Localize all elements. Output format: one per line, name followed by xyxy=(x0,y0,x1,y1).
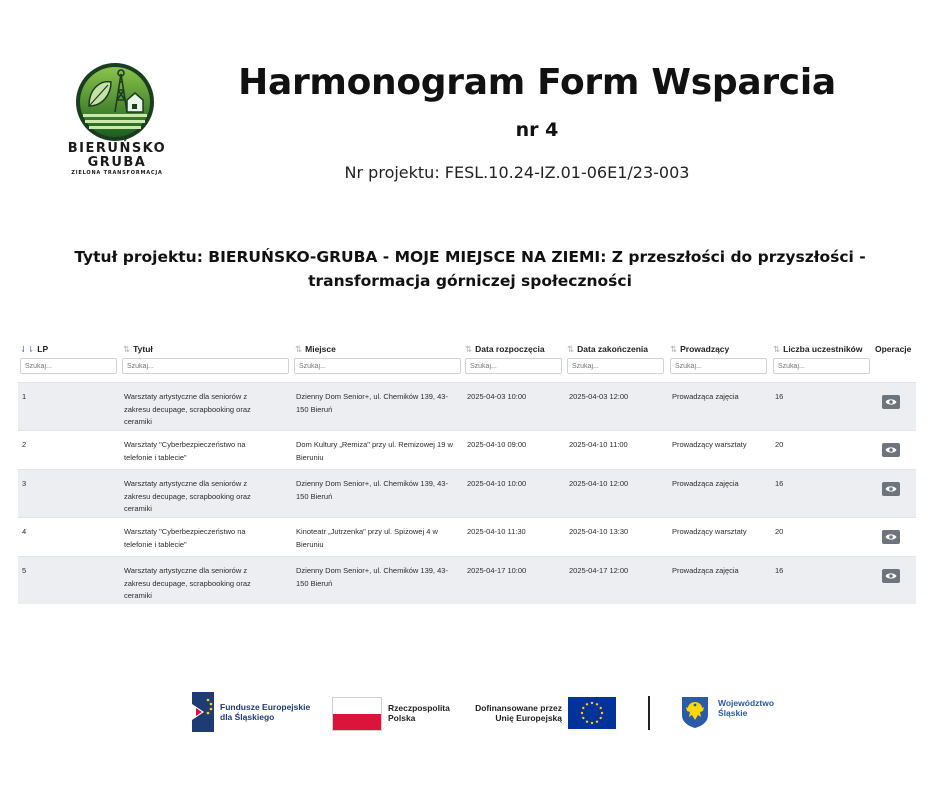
column-header-data-rozpoczecia[interactable]: ⇅ Data rozpoczęcia xyxy=(465,344,545,354)
column-header-tytul[interactable]: ⇅ Tytuł xyxy=(123,344,153,354)
cell-participants: 16 xyxy=(775,566,784,575)
column-header-data-zakonczenia[interactable]: ⇅ Data zakończenia xyxy=(567,344,648,354)
sort-icon[interactable]: ⇅ xyxy=(123,344,131,354)
sort-icon[interactable]: ⇅ xyxy=(773,344,781,354)
view-button[interactable] xyxy=(882,569,900,583)
dofinansowane-text: Dofinansowane przez Unię Europejską xyxy=(475,703,562,723)
cell-end: 2025-04-10 13:30 xyxy=(569,527,629,536)
column-header-miejsce[interactable]: ⇅ Miejsce xyxy=(295,344,336,354)
filter-miejsce-input[interactable] xyxy=(294,358,461,374)
page-title: Harmonogram Form Wsparcia xyxy=(238,62,836,103)
sort-icon[interactable]: ⇅ xyxy=(670,344,678,354)
project-title: Tytuł projektu: BIERUŃSKO-GRUBA - MOJE MIEJSCE NA ZIEMI: Z przeszłości do przyszłości - transformacja górniczej społeczności xyxy=(74,248,866,290)
filter-lp-input[interactable] xyxy=(20,358,117,374)
schedule-table xyxy=(18,340,916,604)
logo-emblem-icon xyxy=(75,62,155,142)
sort-icon[interactable]: ⇅ xyxy=(567,344,575,354)
eye-icon xyxy=(885,445,897,455)
table-row xyxy=(18,517,916,556)
cell-title: Warsztaty artystyczne dla seniorów z zakresu decupage, scrapbooking oraz ceramiki xyxy=(124,479,251,513)
cell-leader: Prowadząca zajęcia xyxy=(672,479,739,488)
column-header-operacje: Operacje xyxy=(875,344,912,354)
cell-start: 2025-04-03 10:00 xyxy=(467,392,527,401)
cell-title: Warsztaty "Cyberbezpieczeństwo na telefonie i tablecie" xyxy=(124,527,246,549)
cell-participants: 16 xyxy=(775,392,784,401)
bierunsko-gruba-logo xyxy=(62,62,172,180)
sort-icon[interactable]: ⇅ xyxy=(295,344,303,354)
table-row xyxy=(18,430,916,469)
eye-icon xyxy=(885,532,897,542)
cell-place: Dom Kultury „Remiza" przy ul. Remizowej 19 w Bieruniu xyxy=(296,440,453,462)
cell-end: 2025-04-03 12:00 xyxy=(569,392,629,401)
logo-text-line1: BIERUŃSKO xyxy=(67,141,167,156)
table-row xyxy=(18,382,916,430)
cell-end: 2025-04-10 12:00 xyxy=(569,479,629,488)
cell-lp: 3 xyxy=(22,479,27,488)
cell-title: Warsztaty artystyczne dla seniorów z zakresu decupage, scrapbooking oraz ceramiki xyxy=(124,392,251,426)
column-header-liczba-uczestnikow[interactable]: ⇅ Liczba uczestników xyxy=(773,344,863,354)
view-button[interactable] xyxy=(882,395,900,409)
cell-end: 2025-04-10 11:00 xyxy=(569,440,628,449)
wojewodztwo-slaskie-text: Województwo Śląskie xyxy=(718,698,775,718)
view-button[interactable] xyxy=(882,530,900,544)
cell-leader: Prowadząca zajęcia xyxy=(672,566,739,575)
logo-tagline: ZIELONA TRANSFORMACJA xyxy=(71,170,163,176)
eye-icon xyxy=(885,484,897,494)
cell-place: Dzienny Dom Senior+, ul. Chemików 139, 43-150 Bieruń xyxy=(296,566,448,588)
filter-prowadzacy-input[interactable] xyxy=(670,358,767,374)
cell-place: Dzienny Dom Senior+, ul. Chemików 139, 43-150 Bieruń xyxy=(296,392,448,414)
cell-leader: Prowadząca zajęcia xyxy=(672,392,739,401)
slaskie-crest-icon xyxy=(680,695,710,729)
cell-start: 2025-04-10 11:30 xyxy=(467,527,526,536)
cell-start: 2025-04-10 09:00 xyxy=(467,440,527,449)
rzeczpospolita-text: Rzeczpospolita Polska xyxy=(388,703,450,723)
cell-lp: 4 xyxy=(22,527,27,536)
column-header-lp[interactable]: ⇃⇂ LP xyxy=(20,344,49,354)
fundusze-europejskie-text: Fundusze Europejskie dla Śląskiego xyxy=(220,702,311,722)
cell-participants: 20 xyxy=(775,440,784,449)
filter-data-rozpoczecia-input[interactable] xyxy=(465,358,562,374)
table-row xyxy=(18,469,916,517)
cell-lp: 2 xyxy=(22,440,27,449)
cell-end: 2025-04-17 12:00 xyxy=(569,566,629,575)
cell-leader: Prowadzący warsztaty xyxy=(672,440,747,449)
eye-icon xyxy=(885,571,897,581)
sort-desc-icon[interactable]: ⇃⇂ xyxy=(20,344,35,354)
cell-participants: 16 xyxy=(775,479,784,488)
cell-participants: 20 xyxy=(775,527,784,536)
eu-flag-icon xyxy=(568,697,616,729)
cell-place: Kinoteatr „Jutrzenka" przy ul. Spiżowej 4 w Bieruniu xyxy=(296,527,438,549)
column-header-prowadzacy[interactable]: ⇅ Prowadzący xyxy=(670,344,730,354)
cell-place: Dzienny Dom Senior+, ul. Chemików 139, 43-150 Bieruń xyxy=(296,479,448,501)
filter-liczba-uczestnikow-input[interactable] xyxy=(773,358,870,374)
view-button[interactable] xyxy=(882,443,900,457)
cell-title: Warsztaty "Cyberbezpieczeństwo na telefonie i tablecie" xyxy=(124,440,246,462)
poland-flag-icon xyxy=(332,697,382,731)
fundusze-europejskie-logo-icon xyxy=(190,690,216,734)
cell-start: 2025-04-17 10:00 xyxy=(467,566,527,575)
cell-lp: 1 xyxy=(22,392,27,401)
eye-icon xyxy=(885,397,897,407)
logo-text-line2: GRUBA xyxy=(87,155,147,170)
page-subtitle: nr 4 xyxy=(515,119,559,141)
filter-tytul-input[interactable] xyxy=(122,358,289,374)
view-button[interactable] xyxy=(882,482,900,496)
table-header xyxy=(18,340,916,382)
logo-separator xyxy=(648,696,650,730)
cell-lp: 5 xyxy=(22,566,27,575)
filter-data-zakonczenia-input[interactable] xyxy=(567,358,664,374)
cell-start: 2025-04-10 10:00 xyxy=(467,479,527,488)
cell-leader: Prowadzący warsztaty xyxy=(672,527,747,536)
cell-title: Warsztaty artystyczne dla seniorów z zakresu decupage, scrapbooking oraz ceramiki xyxy=(124,566,251,600)
sort-icon[interactable]: ⇅ xyxy=(465,344,473,354)
project-number: Nr projektu: FESL.10.24-IZ.01-06E1/23-003 xyxy=(344,163,690,182)
funding-logos-bar xyxy=(190,690,790,736)
table-row xyxy=(18,556,916,604)
